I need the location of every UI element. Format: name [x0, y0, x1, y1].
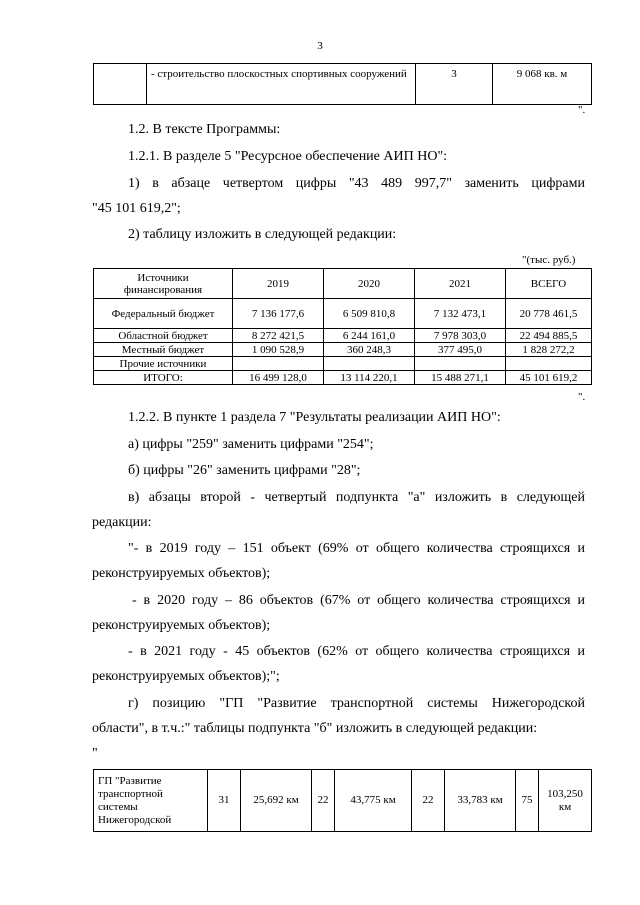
table-cell: 15 488 271,1	[415, 371, 506, 385]
table-row	[94, 329, 592, 343]
table-row-total	[94, 371, 592, 385]
table-cell-area: 9 068 кв. м	[493, 64, 592, 105]
paragraph-item-b: б) цифры "26" заменить цифрами "28";	[128, 463, 361, 478]
paragraph-1-2-1: 1.2.1. В разделе 5 "Ресурсное обеспечение АИП НО":	[128, 149, 448, 164]
table-cell: ИТОГО:	[94, 371, 233, 385]
closing-quote: ".	[578, 104, 586, 116]
paragraph-item-g-line1: г) позицию "ГП "Развитие транспортной системы Нижегородской	[128, 696, 585, 711]
table-row	[94, 770, 592, 832]
table-cell: 16 499 128,0	[233, 371, 324, 385]
paragraph-2021-line1: - в 2021 году - 45 объектов (62% от общего количества строящихся и	[128, 644, 585, 659]
paragraph-1-2: 1.2. В тексте Программы:	[128, 122, 281, 137]
table-row	[94, 299, 592, 329]
table-cell	[415, 357, 506, 371]
open-quote: "	[92, 746, 98, 761]
header-cell: ВСЕГО	[506, 269, 592, 299]
table-cell: 6 244 161,0	[324, 329, 415, 343]
paragraph-item-a: а) цифры "259" заменить цифрами "254";	[128, 437, 374, 452]
table-cell: 45 101 619,2	[506, 371, 592, 385]
unit-label: "(тыс. руб.)	[522, 254, 576, 266]
paragraph-2020-line1: - в 2020 году – 86 объектов (67% от общего количества строящихся и	[132, 593, 585, 608]
table-cell: 13 114 220,1	[324, 371, 415, 385]
table-cell: 360 248,3	[324, 343, 415, 357]
table-cell: ГП "Развитие транспортной системы Нижегородской	[94, 770, 208, 832]
table-cell: Федеральный бюджет	[94, 299, 233, 329]
table-row	[94, 343, 592, 357]
table-cell	[94, 64, 147, 105]
table-cell: 377 495,0	[415, 343, 506, 357]
table-row	[94, 357, 592, 371]
table-cell: 22	[312, 770, 335, 832]
paragraph-item-1-line2: "45 101 619,2";	[92, 201, 181, 216]
table-cell: 25,692 км	[241, 770, 312, 832]
paragraph-item-g-line2: области", в т.ч.:" таблицы подпункта "б" изложить в следующей редакции:	[92, 721, 538, 736]
table-cell: 33,783 км	[445, 770, 516, 832]
paragraph-2019-line2: реконструируемых объектов);	[92, 566, 271, 581]
table-cell: Областной бюджет	[94, 329, 233, 343]
table-row	[94, 64, 592, 105]
table-cell: 75	[516, 770, 539, 832]
paragraph-2019-line1: "- в 2019 году – 151 объект (69% от общего количества строящихся и	[128, 541, 585, 556]
bottom-table	[93, 769, 592, 832]
finance-table	[93, 268, 592, 385]
page-number: 3	[317, 40, 323, 52]
table-cell: 7 136 177,6	[233, 299, 324, 329]
table-cell-description: - строительство плоскостных спортивных сооружений	[147, 64, 416, 105]
table-cell: 6 509 810,8	[324, 299, 415, 329]
table-cell	[233, 357, 324, 371]
header-cell: Источники финансирования	[94, 269, 233, 299]
paragraph-2020-line2: реконструируемых объектов);	[92, 618, 271, 633]
table-cell: 8 272 421,5	[233, 329, 324, 343]
table-cell: 20 778 461,5	[506, 299, 592, 329]
paragraph-item-1-line1: 1) в абзаце четвертом цифры "43 489 997,7" заменить цифрами	[128, 176, 585, 191]
table-cell: 1 090 528,9	[233, 343, 324, 357]
table-cell: 31	[208, 770, 241, 832]
table-cell: 22 494 885,5	[506, 329, 592, 343]
paragraph-2021-line2: реконструируемых объектов);";	[92, 669, 280, 684]
table-cell: 22	[412, 770, 445, 832]
table-cell	[506, 357, 592, 371]
paragraph-1-2-2: 1.2.2. В пункте 1 раздела 7 "Результаты реализации АИП НО":	[128, 410, 501, 425]
table-cell	[324, 357, 415, 371]
table-cell: 7 132 473,1	[415, 299, 506, 329]
paragraph-item-v-line1: в) абзацы второй - четвертый подпункта "а" изложить в следующей	[128, 490, 585, 505]
top-table	[93, 63, 592, 105]
table-cell: 43,775 км	[335, 770, 412, 832]
paragraph-item-2: 2) таблицу изложить в следующей редакции:	[128, 227, 397, 242]
header-cell: 2020	[324, 269, 415, 299]
header-cell: 2019	[233, 269, 324, 299]
table-cell-count: 3	[416, 64, 493, 105]
paragraph-item-v-line2: редакции:	[92, 515, 152, 530]
closing-quote: ".	[578, 391, 586, 403]
table-cell: 7 978 303,0	[415, 329, 506, 343]
table-cell: Прочие источники	[94, 357, 233, 371]
table-header-row	[94, 269, 592, 299]
table-cell: 103,250 км	[539, 770, 592, 832]
table-cell: 1 828 272,2	[506, 343, 592, 357]
table-cell: Местный бюджет	[94, 343, 233, 357]
header-cell: 2021	[415, 269, 506, 299]
